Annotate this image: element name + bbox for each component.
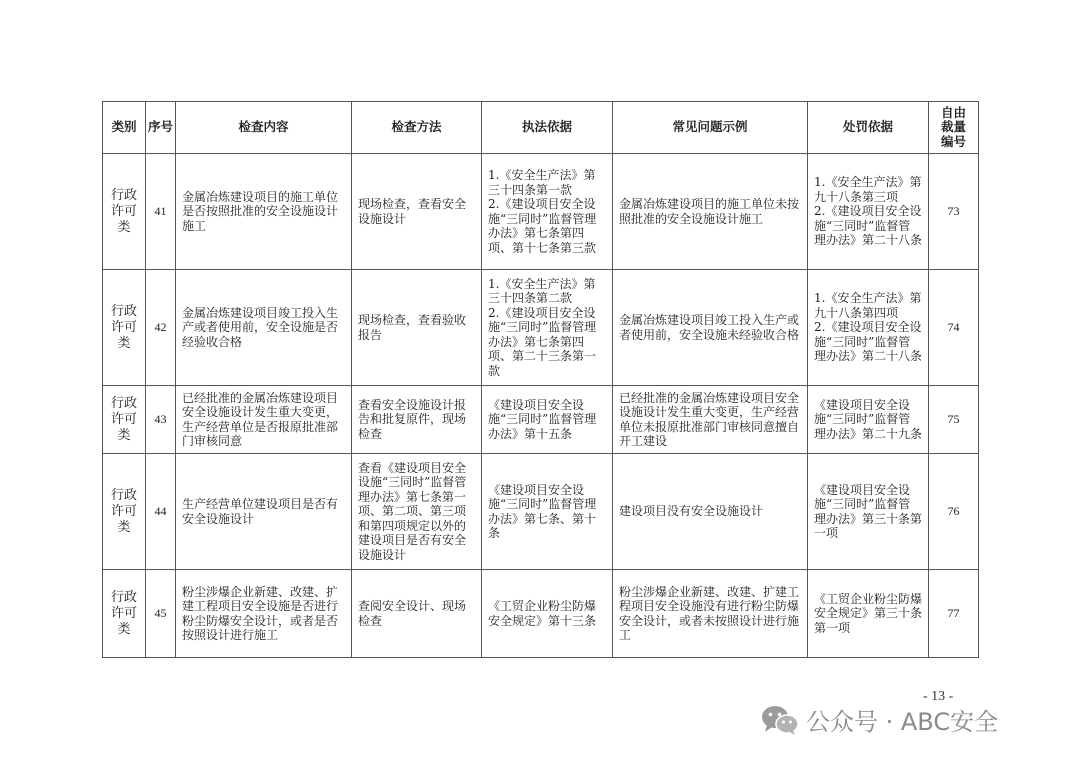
- header-seq: 序号: [146, 102, 176, 154]
- row-example: 金属冶炼建设项目的施工单位未按照批准的安全设施设计施工: [613, 154, 808, 270]
- watermark-text: 公众号 · ABC安全: [806, 708, 999, 736]
- page-number: - 13 -: [923, 689, 954, 704]
- row-penalty: 1.《安全生产法》第九十八条第四项 2.《建设项目安全设施“三同时”监督管理办法》第二十八条: [808, 270, 929, 386]
- row-seq: 45: [146, 570, 176, 658]
- table-row: [103, 154, 979, 270]
- wechat-icon: [760, 703, 800, 737]
- table-row: [103, 454, 979, 570]
- row-penalty: 1.《安全生产法》第九十八条第三项 2.《建设项目安全设施“三同时”监督管理办法》第二十八条: [808, 154, 929, 270]
- row-example: 建设项目没有安全设施设计: [613, 454, 808, 570]
- row-category: 行政许可类: [103, 154, 146, 270]
- row-code: 73: [929, 154, 979, 270]
- header-method: 检查方法: [352, 102, 482, 154]
- row-penalty: 《工贸企业粉尘防爆安全规定》第三十条第一项: [808, 570, 929, 658]
- table-row: [103, 570, 979, 658]
- row-example: 已经批准的金属冶炼建设项目安全设施设计发生重大变更，生产经营单位未报原批准部门审核同意擅自开工建设: [613, 386, 808, 454]
- row-method: 查看安全设施设计报告和批复原件，现场检查: [352, 386, 482, 454]
- row-content: 粉尘涉爆企业新建、改建、扩建工程项目安全设施是否进行粉尘防爆安全设计，或者是否按照设计进行施工: [176, 570, 352, 658]
- header-example: 常见问题示例: [613, 102, 808, 154]
- row-basis: 《建设项目安全设施“三同时”监督管理办法》第七条、第十条: [482, 454, 613, 570]
- row-content: 金属冶炼建设项目竣工投入生产或者使用前，安全设施是否经验收合格: [176, 270, 352, 386]
- row-basis: 《工贸企业粉尘防爆安全规定》第十三条: [482, 570, 613, 658]
- row-method: 现场检查，查看安全设施设计: [352, 154, 482, 270]
- row-code: 76: [929, 454, 979, 570]
- row-seq: 43: [146, 386, 176, 454]
- row-penalty: 《建设项目安全设施“三同时”监督管理办法》第三十条第一项: [808, 454, 929, 570]
- row-penalty: 《建设项目安全设施“三同时”监督管理办法》第二十九条: [808, 386, 929, 454]
- row-content: 金属冶炼建设项目的施工单位是否按照批准的安全设施设计施工: [176, 154, 352, 270]
- header-category: 类别: [103, 102, 146, 154]
- row-method: 现场检查，查看验收报告: [352, 270, 482, 386]
- inspection-table: [102, 101, 979, 658]
- row-seq: 42: [146, 270, 176, 386]
- row-basis: 1.《安全生产法》第三十四条第一款 2.《建设项目安全设施“三同时”监督管理办法》第七条第四项、第十七条第三款: [482, 154, 613, 270]
- table-row: [103, 270, 979, 386]
- row-seq: 41: [146, 154, 176, 270]
- header-penalty: 处罚依据: [808, 102, 929, 154]
- row-content: 已经批准的金属冶炼建设项目安全设施设计发生重大变更，生产经营单位是否报原批准部门审核同意: [176, 386, 352, 454]
- header-basis: 执法依据: [482, 102, 613, 154]
- row-basis: 《建设项目安全设施“三同时”监督管理办法》第十五条: [482, 386, 613, 454]
- row-method: 查阅安全设计、现场检查: [352, 570, 482, 658]
- row-code: 75: [929, 386, 979, 454]
- row-category: 行政许可类: [103, 386, 146, 454]
- row-method: 查看《建设项目安全设施“三同时”监督管理办法》第七条第一项、第二项、第三项和第四项规定以外的建设项目是否有安全设施设计: [352, 454, 482, 570]
- table-row: [103, 386, 979, 454]
- row-code: 77: [929, 570, 979, 658]
- row-category: 行政许可类: [103, 454, 146, 570]
- row-category: 行政许可类: [103, 270, 146, 386]
- row-seq: 44: [146, 454, 176, 570]
- row-basis: 1.《安全生产法》第三十四条第二款 2.《建设项目安全设施“三同时”监督管理办法》第七条第四项、第二十三条第一款: [482, 270, 613, 386]
- watermark: [760, 702, 998, 737]
- table-header-row: [103, 102, 979, 154]
- row-example: 粉尘涉爆企业新建、改建、扩建工程项目安全设施没有进行粉尘防爆安全设计，或者未按照设计进行施工: [613, 570, 808, 658]
- row-content: 生产经营单位建设项目是否有安全设施设计: [176, 454, 352, 570]
- header-code: 自由裁量编号: [929, 102, 979, 154]
- row-code: 74: [929, 270, 979, 386]
- row-category: 行政许可类: [103, 570, 146, 658]
- row-example: 金属冶炼建设项目竣工投入生产或者使用前，安全设施未经验收合格: [613, 270, 808, 386]
- header-content: 检查内容: [176, 102, 352, 154]
